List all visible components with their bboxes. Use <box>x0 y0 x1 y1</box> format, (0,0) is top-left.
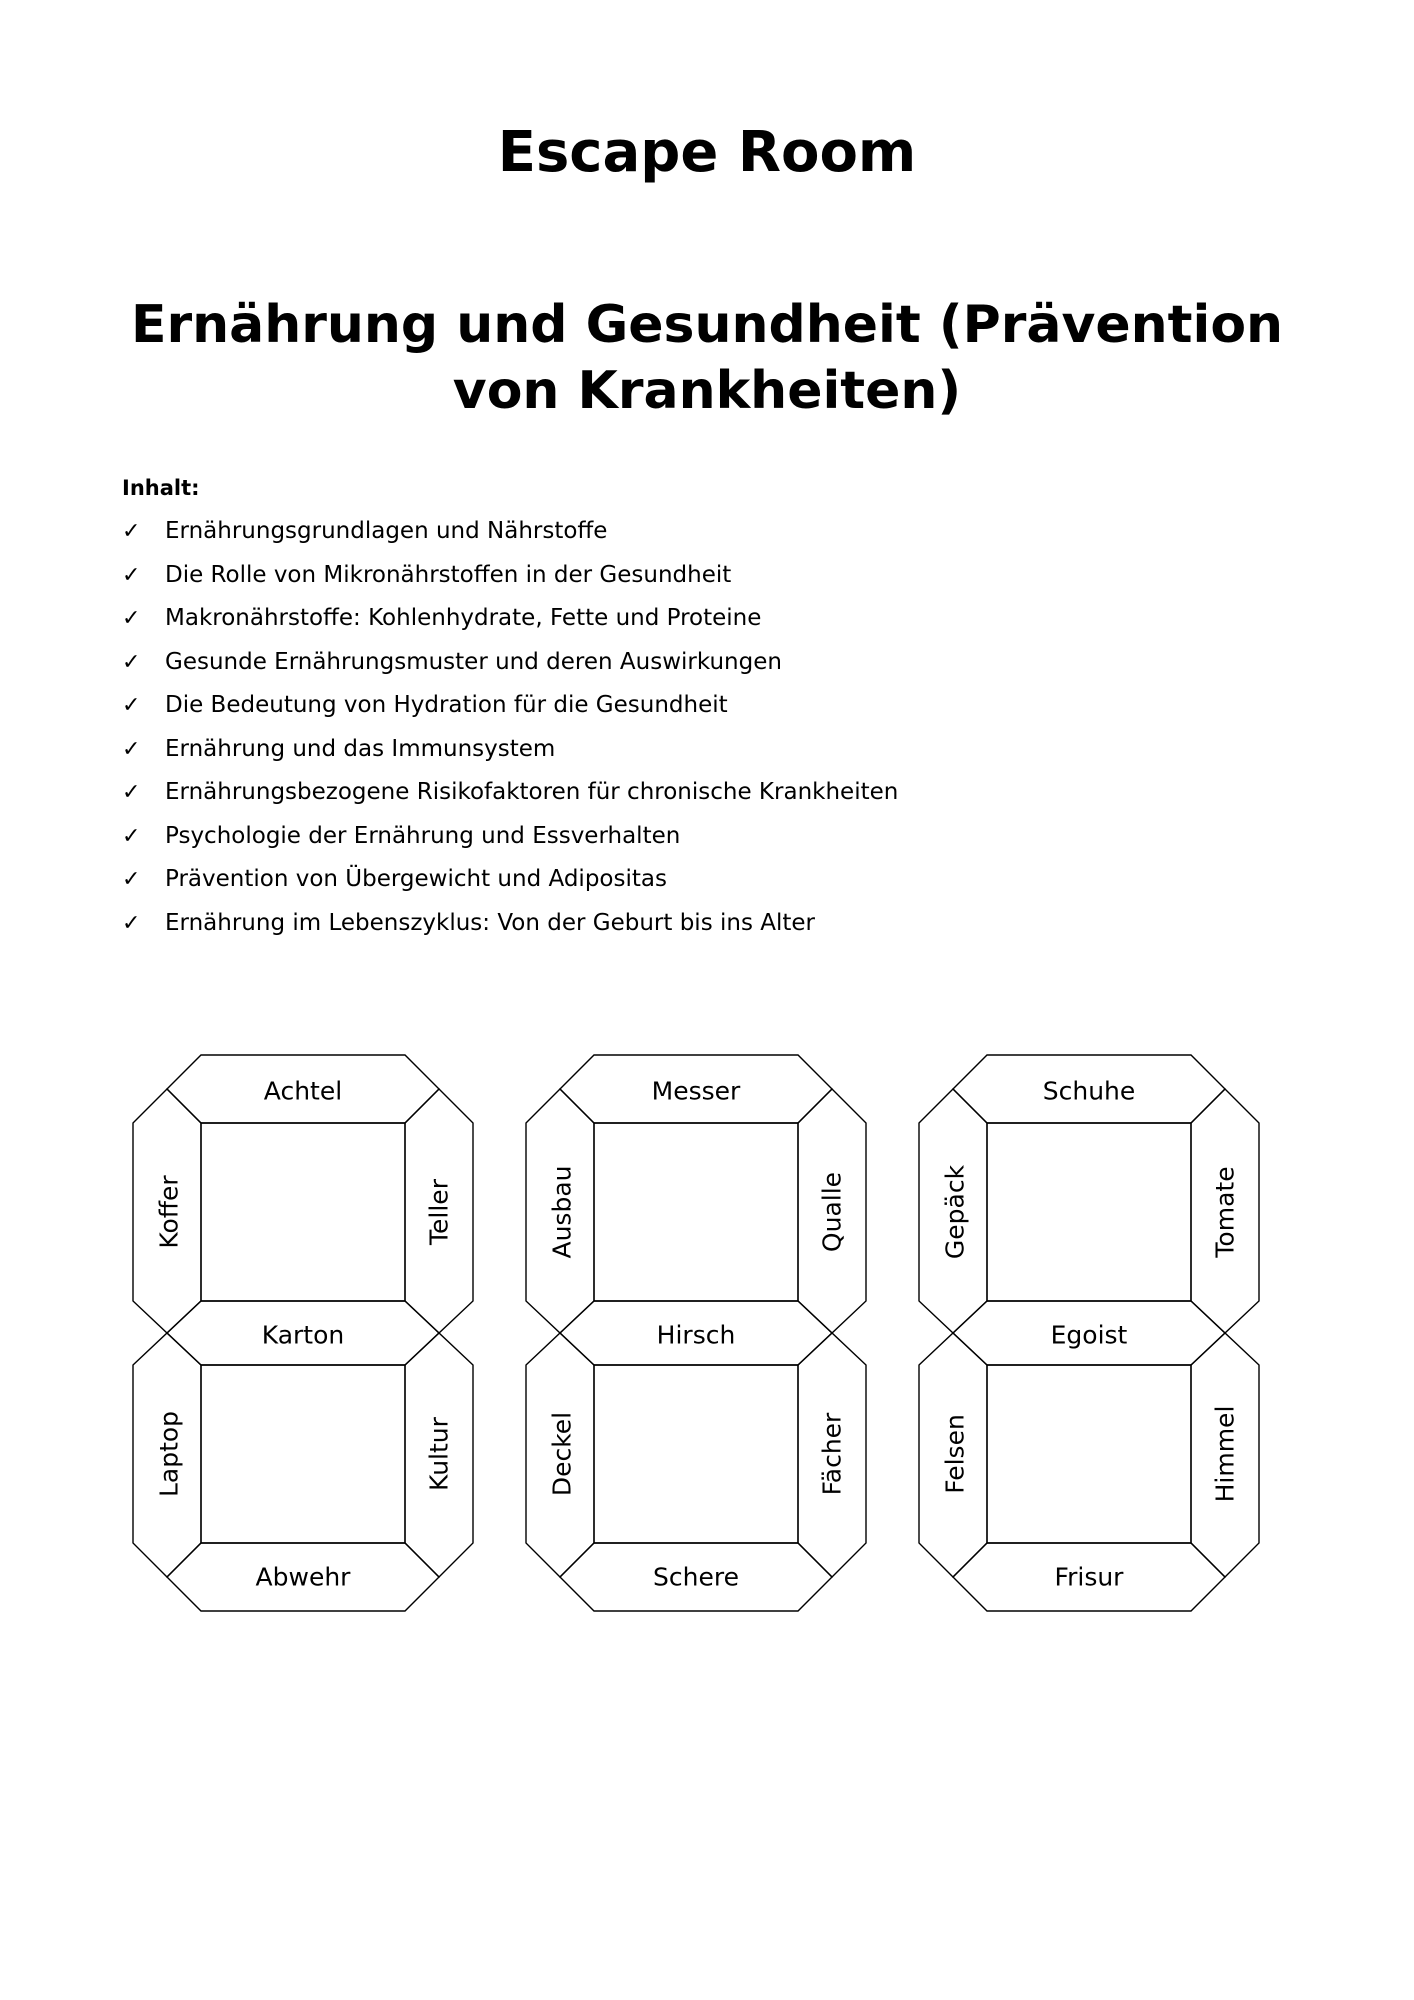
segment-label-upper-right: Tomate <box>1210 1166 1240 1258</box>
answer-box-lower <box>201 1365 405 1543</box>
segment-label-upper-right: Teller <box>424 1179 454 1245</box>
seven-segment-puzzles <box>0 1040 1414 1740</box>
list-item <box>122 597 898 641</box>
page-title: Escape Room <box>497 120 917 185</box>
segment-label-bottom: Frisur <box>1054 1562 1124 1592</box>
checkmark-icon: ✓ <box>122 649 141 675</box>
answer-box-upper <box>594 1123 798 1301</box>
list-item <box>122 771 898 815</box>
segment-label-top: Achtel <box>263 1076 343 1106</box>
segment-label-bottom: Schere <box>653 1562 739 1592</box>
list-item <box>122 815 898 859</box>
checkmark-icon: ✓ <box>122 910 141 936</box>
checkmark-icon: ✓ <box>122 823 141 849</box>
list-item <box>122 554 898 598</box>
segment-label-lower-left: Felsen <box>940 1414 970 1494</box>
page-subtitle: Ernährung und Gesundheit (Prävention von Krankheiten) <box>130 295 1284 421</box>
list-item <box>122 641 898 685</box>
segment-label-upper-left: Ausbau <box>547 1165 577 1259</box>
answer-box-upper <box>201 1123 405 1301</box>
answer-box-lower <box>594 1365 798 1543</box>
segment-label-top: Messer <box>651 1076 741 1106</box>
segment-label-bottom: Abwehr <box>255 1562 351 1592</box>
topic-text: Die Rolle von Mikronährstoffen in der Gesundheit <box>165 561 732 588</box>
list-item <box>122 902 898 946</box>
checkmark-icon: ✓ <box>122 693 141 718</box>
topic-text: Psychologie der Ernährung und Essverhalten <box>165 822 681 849</box>
topic-text: Makronährstoffe: Kohlenhydrate, Fette und Proteine <box>165 605 762 631</box>
segment-label-lower-right: Kultur <box>424 1417 454 1491</box>
checkmark-icon: ✓ <box>122 867 141 892</box>
list-item <box>122 510 898 554</box>
topic-text: Prävention von Übergewicht und Adipositas <box>165 866 667 892</box>
segment-label-middle: Karton <box>261 1320 345 1350</box>
checkmark-icon: ✓ <box>122 736 141 762</box>
list-item <box>122 728 898 772</box>
segment-label-middle: Egoist <box>1050 1320 1128 1350</box>
topic-list <box>122 510 898 945</box>
checkmark-icon: ✓ <box>122 606 141 631</box>
segment-label-upper-right: Qualle <box>817 1171 847 1253</box>
list-item <box>122 858 898 902</box>
segment-label-lower-left: Deckel <box>547 1411 577 1497</box>
topic-text: Ernährungsbezogene Risikofaktoren für chronische Krankheiten <box>165 779 899 805</box>
content-label: Inhalt: <box>122 476 200 500</box>
segment-label-middle: Hirsch <box>656 1320 736 1350</box>
answer-box-upper <box>987 1123 1191 1301</box>
topic-text: Ernährungsgrundlagen und Nährstoffe <box>165 518 608 544</box>
segment-label-lower-right: Fächer <box>817 1412 847 1496</box>
topic-text: Die Bedeutung von Hydration für die Gesundheit <box>165 692 728 718</box>
segment-label-upper-left: Koffer <box>154 1175 184 1249</box>
topic-text: Ernährung im Lebenszyklus: Von der Geburt bis ins Alter <box>165 909 815 936</box>
segment-label-lower-right: Himmel <box>1210 1405 1240 1503</box>
list-item <box>122 684 898 728</box>
checkmark-icon: ✓ <box>122 562 141 588</box>
checkmark-icon: ✓ <box>122 780 141 805</box>
checkmark-icon: ✓ <box>122 519 141 544</box>
topic-text: Ernährung und das Immunsystem <box>165 735 556 762</box>
segment-label-top: Schuhe <box>1042 1076 1136 1106</box>
segment-label-upper-left: Gepäck <box>940 1164 970 1260</box>
answer-box-lower <box>987 1365 1191 1543</box>
segment-label-lower-left: Laptop <box>154 1410 184 1498</box>
topic-text: Gesunde Ernährungsmuster und deren Auswirkungen <box>165 648 782 675</box>
